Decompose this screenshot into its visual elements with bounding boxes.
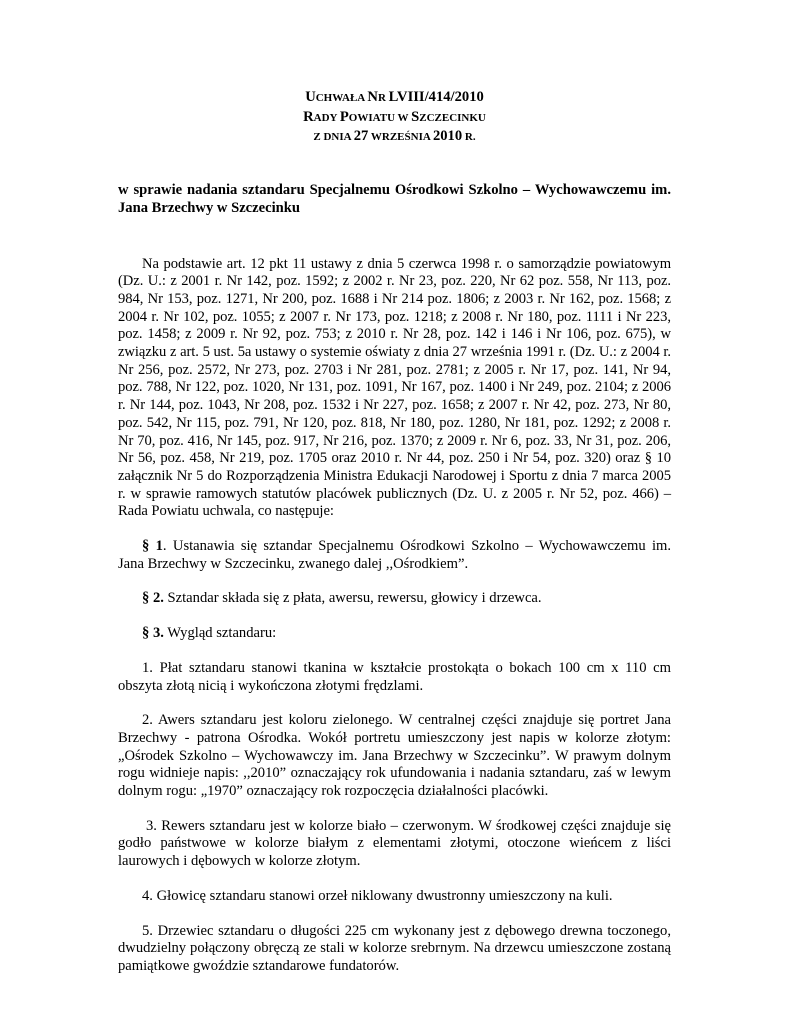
point-4: 4. Głowicę sztandaru stanowi orzeł niklowany dwustronny umieszczony na kuli.	[142, 887, 613, 904]
section-text: Sztandar składa się z płata, awersu, rewersu, głowicy i drzewca.	[163, 590, 542, 607]
section-text: Ustanawia się sztandar Specjalnemu Ośrodkowi Szkolno – Wychowawczemu im. Jana Brzechwy w Szczecinku, zwanego dalej ,,Ośrodkiem”.	[118, 538, 671, 572]
resolution-subject: w sprawie nadania sztandaru Specjalnemu Ośrodkowi Szkolno – Wychowawczemu im. Jana Brzechwy w Szczecinku	[118, 181, 671, 216]
section-mark: § 1	[142, 538, 163, 555]
point-5: 5. Drzewiec sztandaru o długości 225 cm wykonany jest z dębowego drewna toczonego, dwudzielny połączony obręczą ze stali w kolorze srebrnym. Na drzewcu umieszczone zostaną pamiątkowe gwoździe sztandarowe fundatorów.	[118, 922, 671, 974]
point-3: 3. Rewers sztandaru jest w kolorze biało – czerwonym. W środkowej części znajduje się godło państwowe w kolorze białym z elementami złotymi, otoczone wieńcem z liści laurowych i dębowych w kolorze złotym.	[118, 817, 671, 870]
legal-basis: Na podstawie art. 12 pkt 11 ustawy z dnia 5 czerwca 1998 r. o samorządzie powiatowym (Dz. U.: z 2001 r. Nr 142, poz. 1592; z 2002 r. Nr 23, poz. 220, Nr 62 poz. 558, Nr 113, poz. 984, Nr 153, poz. 1271, Nr 200, poz. 1688 i Nr 214 poz. 1806; z 2003 r. Nr 162, poz. 1568; z 2004 r. Nr 102, poz. 1055; z 2007 r. Nr 173, poz. 1218; z 2008 r. Nr 180, poz. 1111 i Nr 223, poz. 1458; z 2009 r. Nr 92, poz. 753; z 2010 r. Nr 28, poz. 142 i 146 i Nr 106, poz. 675), w związku z art. 5 ust. 5a ustawy o systemie oświaty z dnia 27 września 1991 r. (Dz. U.: z 2004 r. Nr 256, poz. 2572, Nr 273, poz. 2703 i Nr 281, poz. 2781; z 2005 r. Nr 17, poz. 141, Nr 94, poz. 788, Nr 122, poz. 1020, Nr 131, poz. 1091, Nr 167, poz. 1400 i Nr 249, poz. 2104; z 2006 r. Nr 144, poz. 1043, Nr 208, poz. 1532 i Nr 227, poz. 1658; z 2007 r. Nr 42, poz. 273, Nr 80, poz. 542, Nr 115, poz. 791, Nr 120, poz. 818, Nr 180, poz. 1280, Nr 181, poz. 1292; z 2008 r. Nr 70, poz. 416, Nr 145, poz. 917, Nr 216, poz. 1370; z 2009 r. Nr 6, poz. 33, Nr 31, poz. 206, Nr 56, poz. 458, Nr 219, poz. 1705 oraz 2010 r. Nr 44, poz. 250 i Nr 54, poz. 320) oraz § 10 załącznik Nr 5 do Rozporządzenia Ministra Edukacji Narodowej i Sportu z dnia 7 marca 2005 r. w sprawie ramowych statutów placówek publicznych (Dz. U. z 2005 r. Nr 52, poz. 466) – Rada Powiatu uchwala, co następuje:	[118, 255, 671, 520]
section-3	[118, 625, 671, 643]
section-mark: § 3.	[142, 625, 164, 642]
section-1: § 1. Ustanawia się sztandar Specjalnemu Ośrodkowi Szkolno – Wychowawczemu im. Jana Brzechwy w Szczecinku, zwanego dalej ,,Ośrodkiem”.	[118, 538, 671, 572]
issuing-body: RADY POWIATU W SZCZECINKU	[303, 108, 486, 125]
document-page	[118, 88, 671, 976]
section-text: Wygląd sztandaru:	[163, 625, 277, 642]
section-2	[118, 590, 671, 608]
document-header	[118, 88, 671, 147]
point-1: 1. Płat sztandaru stanowi tkanina w kształcie prostokąta o bokach 100 cm x 110 cm obszyta złotą nicią i wykończona złotymi frędzlami.	[118, 659, 671, 694]
section-mark: § 2.	[142, 590, 164, 607]
resolution-date: Z DNIA 27 WRZEŚNIA 2010 R.	[313, 128, 476, 144]
point-2: 2. Awers sztandaru jest koloru zielonego. W centralnej części znajduje się portret Jana Brzechwy - patrona Ośrodka. Wokół portretu umieszczony jest napis w kolorze złotym: „Ośrodek Szkolno – Wychowawczy im. Jana Brzechwy w Szczecinku”. W prawym dolnym rogu widnieje napis: ,,2010” oznaczający rok ufundowania i nadania sztandaru, zaś w lewym dolnym rogu: „1970” oznaczający rok rozpoczęcia działalności placówki.	[118, 712, 671, 800]
resolution-number: UCHWAŁA NR LVIII/414/2010	[305, 89, 484, 105]
